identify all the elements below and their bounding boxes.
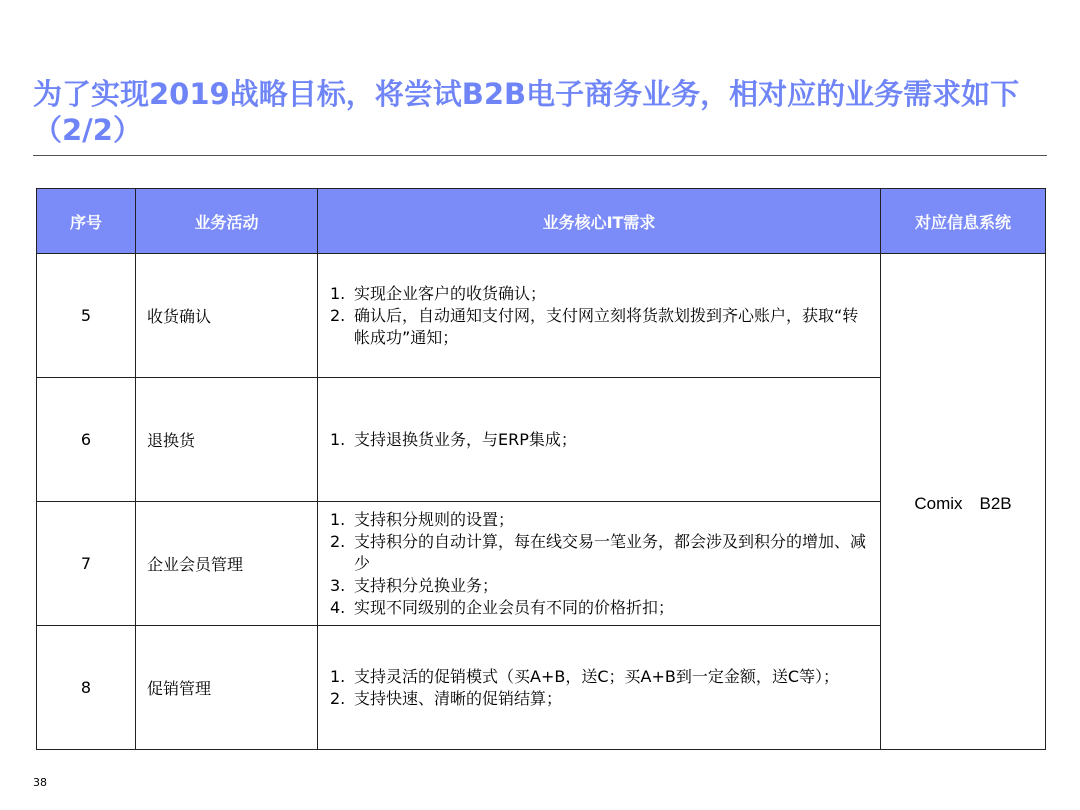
title-divider [33, 155, 1047, 156]
requirement-item: 1. 实现企业客户的收货确认； [330, 283, 547, 303]
row-requirements [318, 626, 881, 750]
row-requirements [318, 378, 881, 502]
row-activity: 企业会员管理 [136, 502, 318, 626]
row-requirements [318, 254, 881, 378]
requirement-item: 4. 实现不同级别的企业会员有不同的价格折扣； [330, 597, 675, 617]
header-requirements: 业务核心IT需求 [318, 189, 881, 254]
header-system: 对应信息系统 [881, 189, 1046, 254]
row-no: 6 [37, 378, 136, 502]
requirement-item: 1. 支持退换货业务，与ERP集成； [330, 429, 577, 449]
system-cell: Comix B2B [881, 254, 1046, 750]
requirement-item: 1. 支持灵活的促销模式（买A+B，送C；买A+B到一定金额，送C等）； [330, 666, 840, 686]
requirement-item: 1. 支持积分规则的设置； [330, 509, 515, 529]
table-header-row [37, 189, 1046, 254]
row-no: 5 [37, 254, 136, 378]
requirement-item: 3. 支持积分兑换业务； [330, 575, 499, 595]
header-activity: 业务活动 [136, 189, 318, 254]
page-number: 38 [33, 776, 47, 789]
table-row [37, 254, 1046, 378]
requirement-item: 2. 确认后，自动通知支付网，支付网立刻将货款划拨到齐心账户，获取“转帐成功”通知； [330, 305, 859, 347]
row-activity: 促销管理 [136, 626, 318, 750]
row-no: 8 [37, 626, 136, 750]
row-no: 7 [37, 502, 136, 626]
row-activity: 退换货 [136, 378, 318, 502]
slide-title: 为了实现2019战略目标，将尝试B2B电子商务业务，相对应的业务需求如下（2/2） [33, 77, 1020, 147]
requirement-item: 2. 支持快速、清晰的促销结算； [330, 688, 563, 708]
header-no: 序号 [37, 189, 136, 254]
row-activity: 收货确认 [136, 254, 318, 378]
requirement-item: 2. 支持积分的自动计算，每在线交易一笔业务，都会涉及到积分的增加、减少 [330, 531, 867, 573]
row-requirements [318, 502, 881, 626]
requirements-table [36, 188, 1046, 750]
